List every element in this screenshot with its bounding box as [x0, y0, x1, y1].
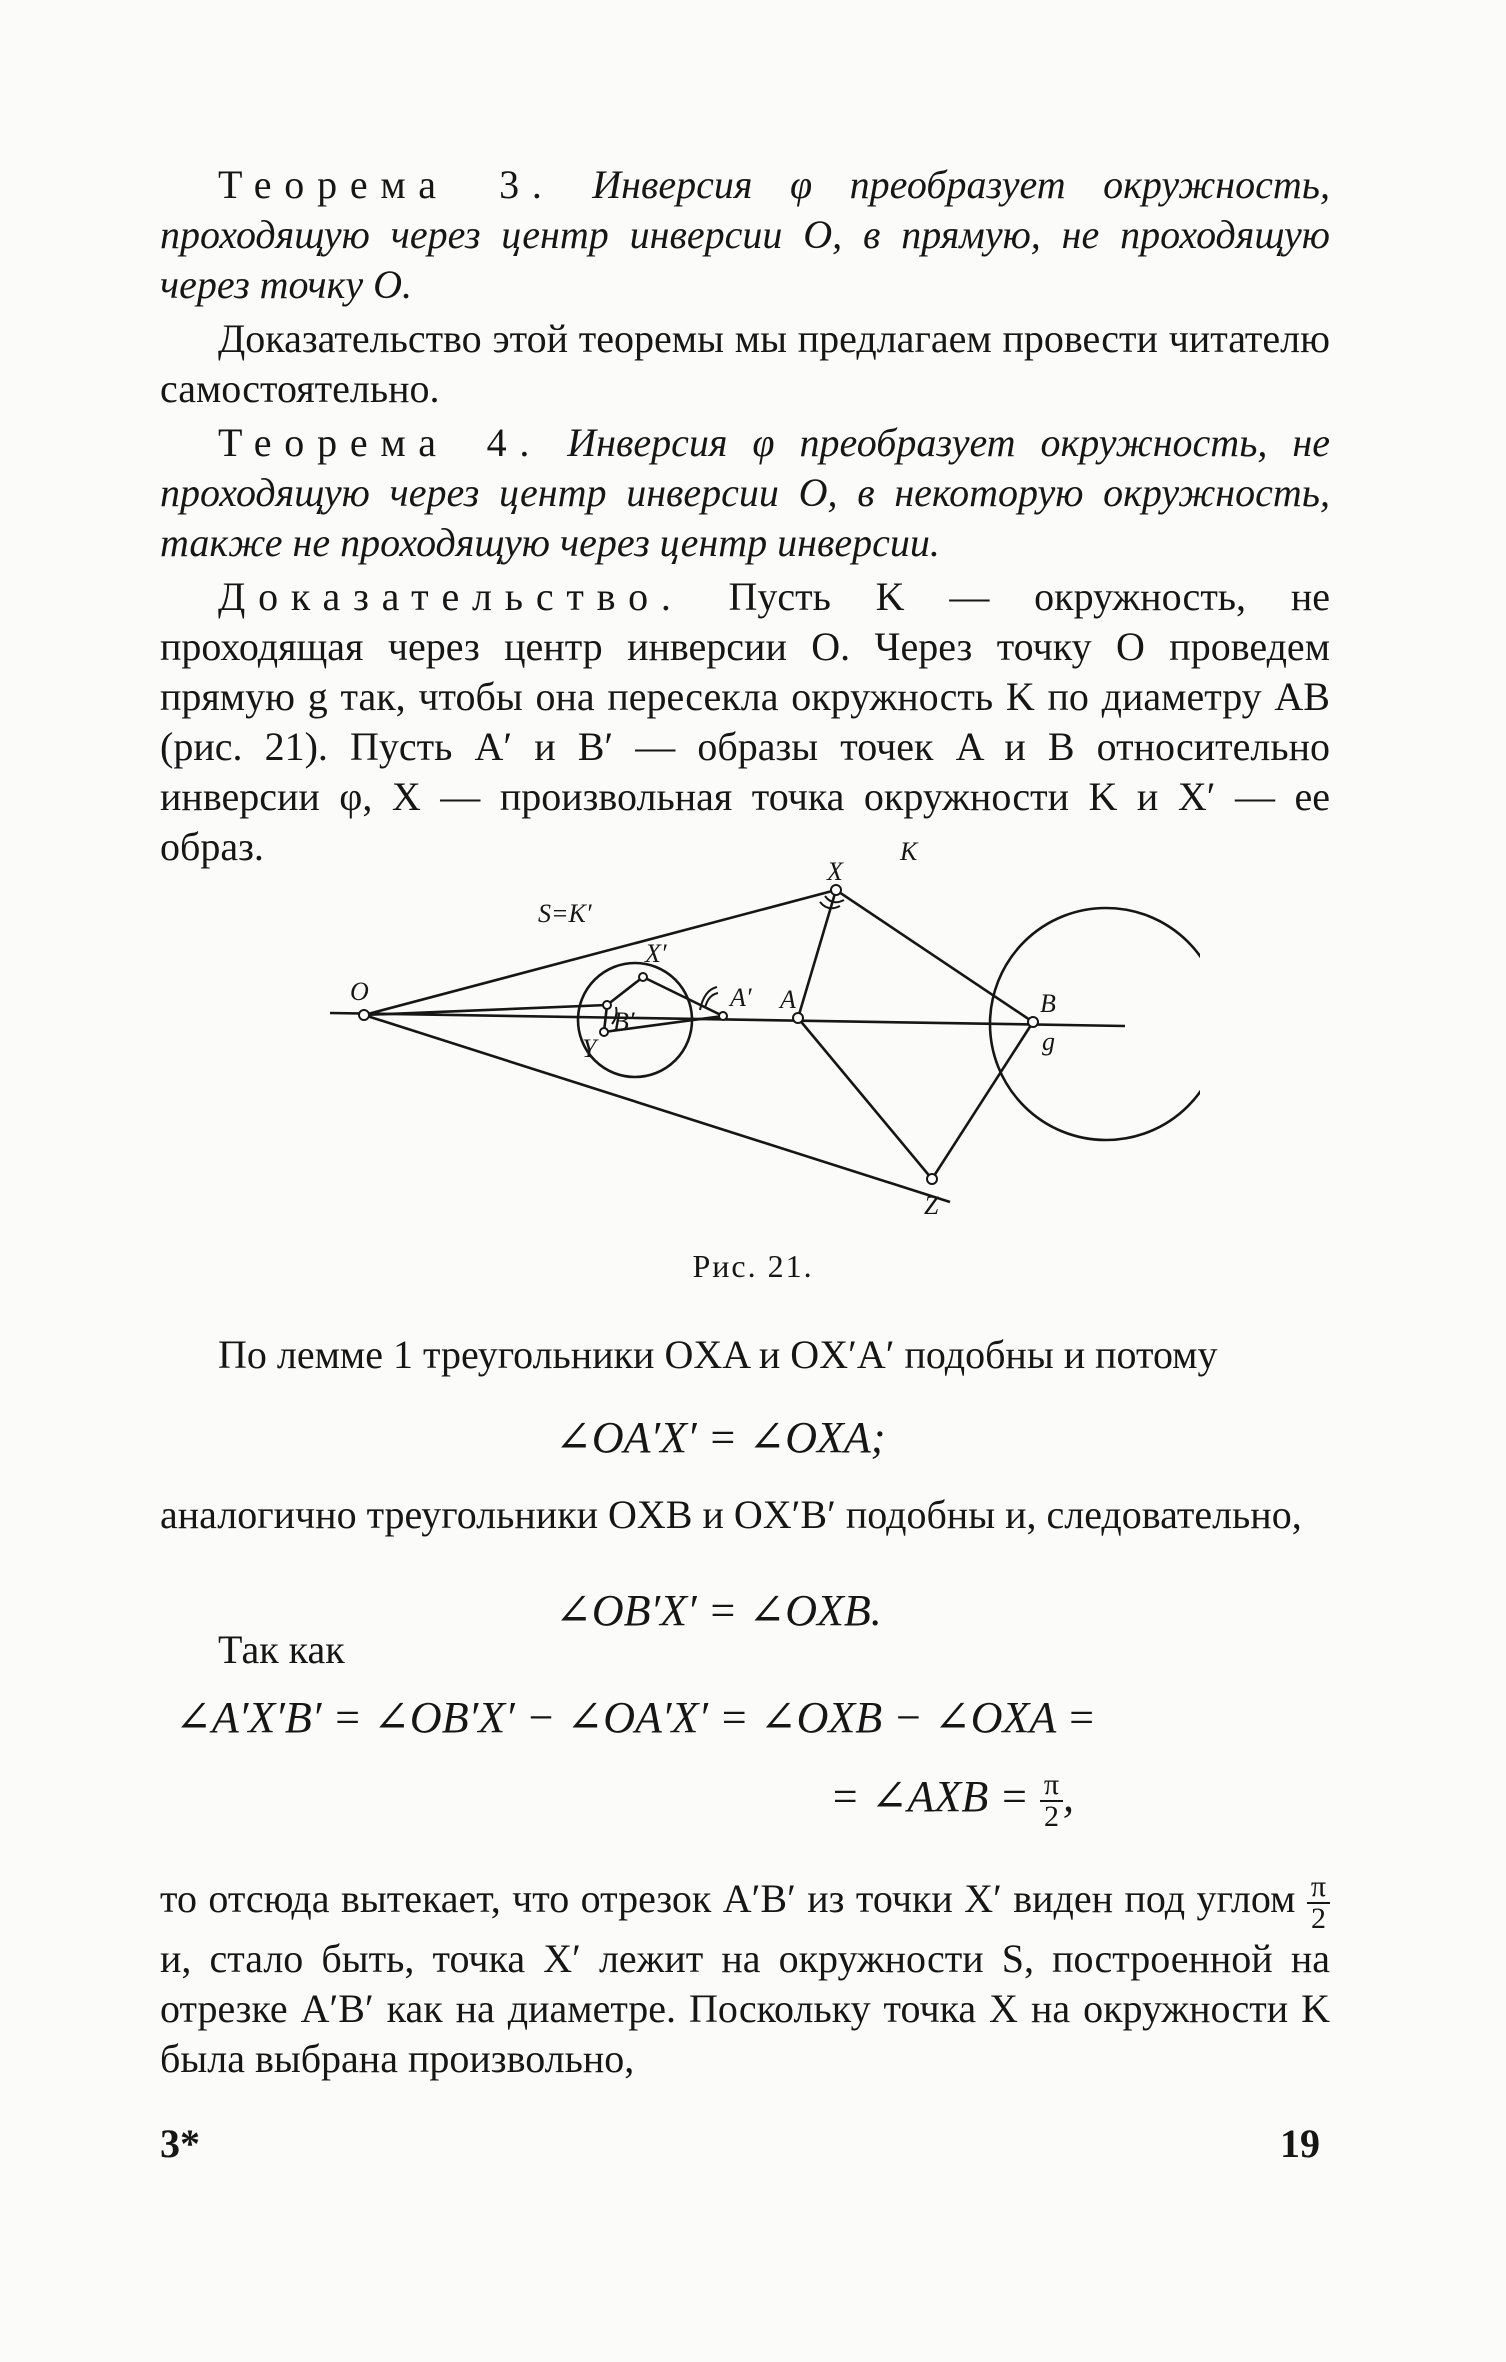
fraction-num: π	[1040, 1770, 1063, 1802]
text-bottom	[160, 1330, 1330, 1380]
label-g: g	[1042, 1027, 1055, 1056]
para-final-wrap	[160, 1872, 1330, 2084]
proof-3-note: Доказательство этой теоремы мы предлагаем провести читателю самостоятельно.	[160, 316, 1330, 411]
formula-4-tail: ,	[1063, 1772, 1075, 1822]
tak-kak: Так как	[218, 1627, 345, 1672]
theorem-3-statement: Инверсия φ преобразует окружность, проходящую через центр инверсии O, в прямую, не проходящую через точку O.	[160, 162, 1330, 307]
text-top	[160, 160, 1330, 872]
label-b: B	[1040, 989, 1056, 1018]
formula-1: ∠OA′X′ = ∠OXA;	[555, 1413, 886, 1462]
page-number: 19	[1280, 2121, 1320, 2166]
formula-4	[830, 1770, 1074, 1832]
inline-fraction-num: π	[1307, 1872, 1330, 1904]
para-analog: аналогично треугольники OXB и OX′B′ подобны и, следовательно,	[160, 1492, 1302, 1537]
line-a-z	[798, 1018, 932, 1179]
formula-4-lhs: = ∠AXB =	[830, 1772, 1029, 1822]
formula-2: ∠OB′X′ = ∠OXB.	[555, 1586, 882, 1635]
label-y: Y	[582, 1034, 597, 1063]
inline-fraction-den: 2	[1310, 1902, 1326, 1935]
theorem-4	[160, 418, 1330, 568]
label-a: A	[780, 985, 796, 1014]
line-o-z	[364, 1015, 950, 1202]
proof-4-text: Пусть K — окружность, не проходящая через центр инверсии O. Через точку O проведем прямую g так, чтобы она пересекла окружность K по диаметру AB (рис. 21). Пусть A′ и B′ — образы точек A и B относительно инверсии φ, X — произвольная точка окружности K и X′ — ее образ.	[160, 574, 1331, 869]
theorem-4-statement: Инверсия φ преобразует окружность, не проходящую через центр инверсии O, в некоторую окружность, также не проходящую через центр инверсии.	[160, 420, 1330, 565]
para-final	[160, 1872, 1330, 2084]
fraction-den: 2	[1043, 1800, 1059, 1833]
label-o: O	[350, 977, 369, 1006]
line-bp-xp	[607, 977, 643, 1005]
label-k: K	[900, 837, 918, 866]
proof-4-label: Доказательство.	[218, 574, 684, 619]
tak-kak-wrap	[160, 1625, 1330, 1675]
figure-21	[320, 830, 1200, 1245]
proof-4	[160, 572, 1330, 872]
fraction-pi-2-inline	[1307, 1872, 1330, 1934]
para-lemma: По лемме 1 треугольники OXA и OX′A′ подобны и потому	[218, 1332, 1218, 1377]
theorem-3	[160, 160, 1330, 310]
figure-caption: Рис. 21.	[692, 1248, 814, 1284]
label-a-prime: A′	[730, 983, 752, 1012]
label-x-prime: X′	[645, 939, 667, 968]
label-s: S=K′	[538, 899, 592, 928]
theorem-4-label: Теорема 4.	[218, 420, 543, 465]
label-z: Z	[924, 1191, 939, 1220]
signature-mark: 3*	[160, 2121, 200, 2166]
para-analog-wrap	[160, 1490, 1330, 1540]
para-final-part2: и, стало быть, точка X′ лежит на окружности S, построенной на отрезке A′B′ как на диаметре. Поскольку точка X на окружности K была выбрана произвольно,	[160, 1936, 1330, 2081]
line-o-x	[364, 890, 836, 1015]
fraction-pi-2	[1040, 1770, 1063, 1832]
formula-3: ∠A′X′B′ = ∠OB′X′ − ∠OA′X′ = ∠OXB − ∠OXA =	[175, 1693, 1097, 1742]
para-final-part1: то отсюда вытекает, что отрезок A′B′ из точки X′ виден под углом	[160, 1876, 1296, 1922]
label-b-prime: B′	[613, 1007, 635, 1036]
label-x: X	[827, 857, 843, 886]
line-x-b	[836, 890, 1033, 1022]
theorem-3-label: Теорема 3.	[218, 162, 555, 207]
